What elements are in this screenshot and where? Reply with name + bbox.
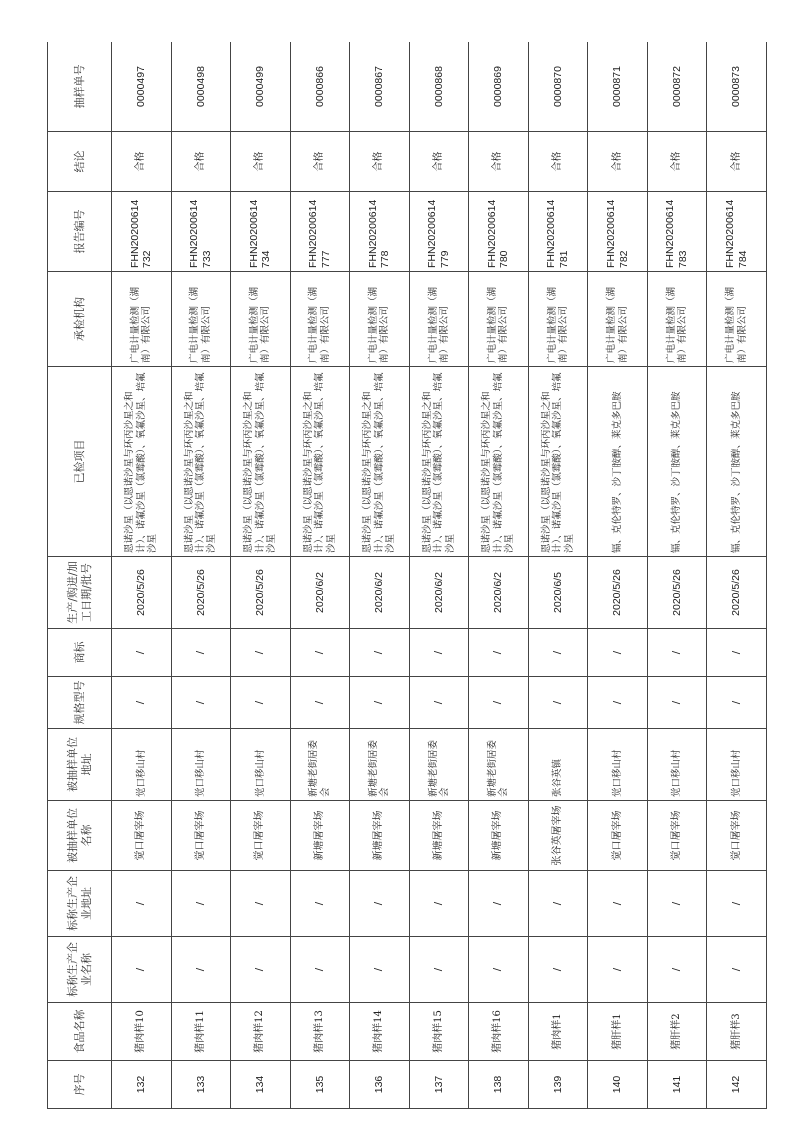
- cell-spec: /: [350, 677, 410, 729]
- cell-brand: /: [112, 629, 172, 677]
- cell-items: 恩诺沙星（以恩诺沙星与环丙沙星之和计）、诺氟沙星（氯霉酸）、氧氟沙星、培氟沙星: [469, 367, 529, 557]
- cell-brand: /: [469, 629, 529, 677]
- cell-food-name: 猪肉样14: [350, 1003, 410, 1061]
- cell-result: 合格: [112, 132, 172, 192]
- table-row: [469, 42, 529, 1109]
- cell-items: 恩诺沙星（以恩诺沙星与环丙沙星之和计）、诺氟沙星（氯霉酸）、氧氟沙星、培氟沙星: [112, 367, 172, 557]
- cell-result: 合格: [350, 132, 410, 192]
- cell-brand: /: [528, 629, 588, 677]
- cell-sampled-unit: 张谷英屠宰场: [528, 801, 588, 871]
- header-food-name: 食品名称: [48, 1003, 112, 1061]
- cell-result: 合格: [290, 132, 350, 192]
- cell-sampled-unit: 觉口屠宰场: [231, 801, 291, 871]
- cell-result: 合格: [171, 132, 231, 192]
- cell-report-no: FHN20200614782: [588, 192, 648, 272]
- cell-producer-name: /: [528, 937, 588, 1003]
- cell-sample-no: 0000871: [588, 42, 648, 132]
- cell-items: 恩诺沙星（以恩诺沙星与环丙沙星之和计）、诺氟沙星（氯霉酸）、氧氟沙星、培氟沙星: [350, 367, 410, 557]
- cell-result: 合格: [469, 132, 529, 192]
- header-report-no: 报告编号: [48, 192, 112, 272]
- page-frame: [47, 42, 767, 1109]
- cell-sampled-address: 觉口移山村: [707, 729, 767, 801]
- cell-report-no: FHN20200614781: [528, 192, 588, 272]
- cell-sampled-address: 张谷英镇: [528, 729, 588, 801]
- cell-org: 广电计量检测（湖南）有限公司: [707, 272, 767, 367]
- cell-items: 恩诺沙星（以恩诺沙星与环丙沙星之和计）、诺氟沙星（氯霉酸）、氧氟沙星、培氟沙星: [231, 367, 291, 557]
- cell-items: 镉、克伦特罗、沙丁胺醇、莱克多巴胺: [588, 367, 648, 557]
- cell-producer-name: /: [647, 937, 707, 1003]
- cell-producer-name: /: [707, 937, 767, 1003]
- cell-seq: 139: [528, 1061, 588, 1109]
- cell-sample-no: 0000873: [707, 42, 767, 132]
- cell-spec: /: [171, 677, 231, 729]
- cell-spec: /: [647, 677, 707, 729]
- cell-report-no: FHN20200614734: [231, 192, 291, 272]
- cell-food-name: 猪肝样3: [707, 1003, 767, 1061]
- cell-sampled-unit: 觉口屠宰场: [647, 801, 707, 871]
- cell-sampled-unit: 觉口屠宰场: [112, 801, 172, 871]
- cell-sampled-address: 觉口移山村: [647, 729, 707, 801]
- cell-seq: 132: [112, 1061, 172, 1109]
- cell-date: 2020/5/26: [588, 557, 648, 629]
- table-row: [528, 42, 588, 1109]
- cell-sampled-address: 新塘老街居委会: [290, 729, 350, 801]
- cell-report-no: FHN20200614777: [290, 192, 350, 272]
- cell-sampled-unit: 觉口屠宰场: [707, 801, 767, 871]
- header-result: 结论: [48, 132, 112, 192]
- cell-date: 2020/6/2: [469, 557, 529, 629]
- cell-result: 合格: [231, 132, 291, 192]
- cell-seq: 138: [469, 1061, 529, 1109]
- cell-brand: /: [588, 629, 648, 677]
- cell-food-name: 猪肉样13: [290, 1003, 350, 1061]
- cell-report-no: FHN20200614733: [171, 192, 231, 272]
- cell-food-name: 猪肉样1: [528, 1003, 588, 1061]
- cell-date: 2020/5/26: [707, 557, 767, 629]
- header-date: 生产/购进/加工日期/批号: [48, 557, 112, 629]
- cell-producer-name: /: [112, 937, 172, 1003]
- header-sampled-address: 被抽样单位地址: [48, 729, 112, 801]
- cell-sampled-unit: 新塘屠宰场: [290, 801, 350, 871]
- cell-spec: /: [707, 677, 767, 729]
- header-sample-no: 抽样单号: [48, 42, 112, 132]
- cell-food-name: 猪肝样1: [588, 1003, 648, 1061]
- table-row: [171, 42, 231, 1109]
- cell-brand: /: [647, 629, 707, 677]
- cell-items: 镉、克伦特罗、沙丁胺醇、莱克多巴胺: [647, 367, 707, 557]
- cell-date: 2020/6/5: [528, 557, 588, 629]
- cell-spec: /: [409, 677, 469, 729]
- cell-food-name: 猪肝样2: [647, 1003, 707, 1061]
- cell-sampled-address: 新塘老街居委会: [469, 729, 529, 801]
- cell-food-name: 猪肉样16: [469, 1003, 529, 1061]
- cell-producer-name: /: [231, 937, 291, 1003]
- cell-sample-no: 0000868: [409, 42, 469, 132]
- table-row: [707, 42, 767, 1109]
- cell-brand: /: [409, 629, 469, 677]
- cell-sample-no: 0000870: [528, 42, 588, 132]
- cell-org: 广电计量检测（湖南）有限公司: [112, 272, 172, 367]
- cell-org: 广电计量检测（湖南）有限公司: [171, 272, 231, 367]
- cell-brand: /: [290, 629, 350, 677]
- cell-seq: 140: [588, 1061, 648, 1109]
- cell-date: 2020/5/26: [171, 557, 231, 629]
- cell-food-name: 猪肉样12: [231, 1003, 291, 1061]
- cell-producer-address: /: [707, 871, 767, 937]
- cell-result: 合格: [409, 132, 469, 192]
- cell-sample-no: 0000499: [231, 42, 291, 132]
- cell-sample-no: 0000872: [647, 42, 707, 132]
- cell-producer-name: /: [171, 937, 231, 1003]
- cell-producer-address: /: [647, 871, 707, 937]
- cell-org: 广电计量检测（湖南）有限公司: [647, 272, 707, 367]
- cell-report-no: FHN20200614783: [647, 192, 707, 272]
- cell-date: 2020/6/2: [409, 557, 469, 629]
- cell-producer-name: /: [469, 937, 529, 1003]
- header-producer-name: 标称生产企业名称: [48, 937, 112, 1003]
- cell-food-name: 猪肉样15: [409, 1003, 469, 1061]
- cell-items: 恩诺沙星（以恩诺沙星与环丙沙星之和计）、诺氟沙星（氯霉酸）、氧氟沙星、培氟沙星: [409, 367, 469, 557]
- cell-items: 恩诺沙星（以恩诺沙星与环丙沙星之和计）、诺氟沙星（氯霉酸）、氧氟沙星、培氟沙星: [528, 367, 588, 557]
- cell-spec: /: [469, 677, 529, 729]
- cell-seq: 133: [171, 1061, 231, 1109]
- cell-food-name: 猪肉样11: [171, 1003, 231, 1061]
- cell-report-no: FHN20200614779: [409, 192, 469, 272]
- cell-report-no: FHN20200614732: [112, 192, 172, 272]
- cell-date: 2020/5/26: [112, 557, 172, 629]
- cell-producer-address: /: [350, 871, 410, 937]
- cell-report-no: FHN20200614780: [469, 192, 529, 272]
- cell-org: 广电计量检测（湖南）有限公司: [290, 272, 350, 367]
- table-row: [588, 42, 648, 1109]
- cell-producer-name: /: [409, 937, 469, 1003]
- table-header-row: [48, 42, 112, 1109]
- header-spec: 规格型号: [48, 677, 112, 729]
- cell-producer-address: /: [409, 871, 469, 937]
- cell-producer-name: /: [588, 937, 648, 1003]
- cell-producer-name: /: [350, 937, 410, 1003]
- cell-result: 合格: [647, 132, 707, 192]
- header-producer-address: 标称生产企业地址: [48, 871, 112, 937]
- cell-seq: 137: [409, 1061, 469, 1109]
- cell-producer-address: /: [112, 871, 172, 937]
- table-row: [350, 42, 410, 1109]
- cell-sampled-unit: 觉口屠宰场: [171, 801, 231, 871]
- cell-org: 广电计量检测（湖南）有限公司: [528, 272, 588, 367]
- cell-sampled-address: 觉口移山村: [171, 729, 231, 801]
- header-seq: 序号: [48, 1061, 112, 1109]
- cell-sample-no: 0000497: [112, 42, 172, 132]
- cell-result: 合格: [707, 132, 767, 192]
- cell-org: 广电计量检测（湖南）有限公司: [588, 272, 648, 367]
- cell-date: 2020/5/26: [647, 557, 707, 629]
- table-body: [112, 42, 767, 1109]
- table-row: [290, 42, 350, 1109]
- table-row: [409, 42, 469, 1109]
- cell-sample-no: 0000869: [469, 42, 529, 132]
- cell-items: 恩诺沙星（以恩诺沙星与环丙沙星之和计）、诺氟沙星（氯霉酸）、氧氟沙星、培氟沙星: [171, 367, 231, 557]
- cell-seq: 136: [350, 1061, 410, 1109]
- cell-producer-address: /: [528, 871, 588, 937]
- cell-brand: /: [350, 629, 410, 677]
- header-brand: 商标: [48, 629, 112, 677]
- cell-brand: /: [171, 629, 231, 677]
- cell-sampled-unit: 新塘屠宰场: [409, 801, 469, 871]
- cell-seq: 142: [707, 1061, 767, 1109]
- cell-result: 合格: [588, 132, 648, 192]
- cell-spec: /: [231, 677, 291, 729]
- cell-report-no: FHN20200614778: [350, 192, 410, 272]
- cell-seq: 135: [290, 1061, 350, 1109]
- cell-sample-no: 0000866: [290, 42, 350, 132]
- inspection-table: [47, 42, 767, 1109]
- table-row: [231, 42, 291, 1109]
- cell-producer-name: /: [290, 937, 350, 1003]
- cell-producer-address: /: [588, 871, 648, 937]
- cell-spec: /: [528, 677, 588, 729]
- cell-spec: /: [290, 677, 350, 729]
- cell-result: 合格: [528, 132, 588, 192]
- cell-org: 广电计量检测（湖南）有限公司: [469, 272, 529, 367]
- cell-sample-no: 0000867: [350, 42, 410, 132]
- cell-sampled-address: 觉口移山村: [231, 729, 291, 801]
- cell-seq: 141: [647, 1061, 707, 1109]
- cell-items: 恩诺沙星（以恩诺沙星与环丙沙星之和计）、诺氟沙星（氯霉酸）、氧氟沙星、培氟沙星: [290, 367, 350, 557]
- cell-brand: /: [707, 629, 767, 677]
- cell-org: 广电计量检测（湖南）有限公司: [409, 272, 469, 367]
- cell-items: 镉、克伦特罗、沙丁胺醇、莱克多巴胺: [707, 367, 767, 557]
- cell-date: 2020/6/2: [290, 557, 350, 629]
- cell-food-name: 猪肉样10: [112, 1003, 172, 1061]
- cell-sampled-address: 新塘老街居委会: [409, 729, 469, 801]
- cell-seq: 134: [231, 1061, 291, 1109]
- header-items: 已检项目: [48, 367, 112, 557]
- cell-spec: /: [112, 677, 172, 729]
- cell-producer-address: /: [290, 871, 350, 937]
- cell-sampled-address: 觉口移山村: [588, 729, 648, 801]
- table-row: [647, 42, 707, 1109]
- cell-sample-no: 0000498: [171, 42, 231, 132]
- cell-sampled-address: 新塘老街居委会: [350, 729, 410, 801]
- cell-sampled-unit: 新塘屠宰场: [350, 801, 410, 871]
- cell-sampled-unit: 觉口屠宰场: [588, 801, 648, 871]
- cell-report-no: FHN20200614784: [707, 192, 767, 272]
- header-sampled-unit: 被抽样单位名称: [48, 801, 112, 871]
- cell-org: 广电计量检测（湖南）有限公司: [350, 272, 410, 367]
- cell-producer-address: /: [469, 871, 529, 937]
- cell-sampled-unit: 新塘屠宰场: [469, 801, 529, 871]
- cell-producer-address: /: [171, 871, 231, 937]
- cell-date: 2020/5/26: [231, 557, 291, 629]
- cell-producer-address: /: [231, 871, 291, 937]
- cell-date: 2020/6/2: [350, 557, 410, 629]
- cell-sampled-address: 觉口移山村: [112, 729, 172, 801]
- cell-org: 广电计量检测（湖南）有限公司: [231, 272, 291, 367]
- header-org: 承检机构: [48, 272, 112, 367]
- cell-spec: /: [588, 677, 648, 729]
- table-row: [112, 42, 172, 1109]
- cell-brand: /: [231, 629, 291, 677]
